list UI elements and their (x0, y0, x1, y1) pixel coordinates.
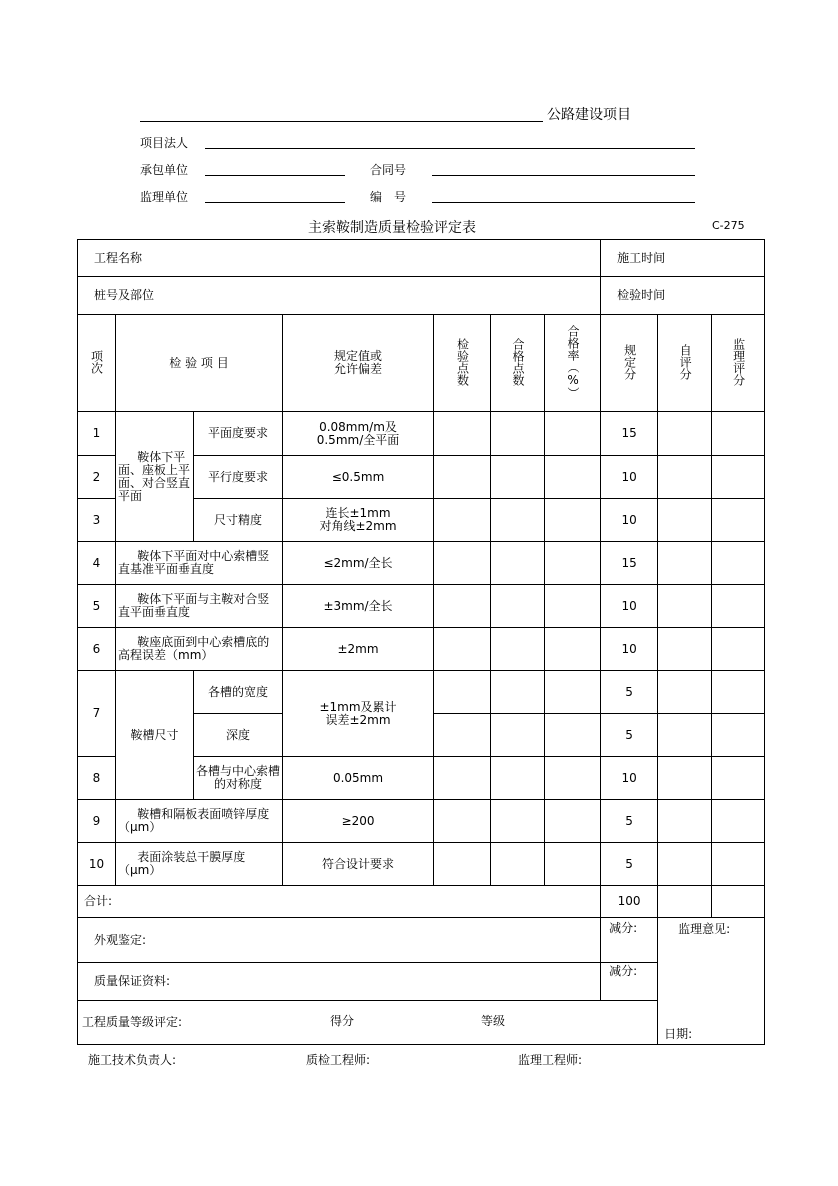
form-title: 主索鞍制造质量检验评定表 (308, 220, 476, 236)
table-row (78, 628, 765, 671)
pass-rate-cell[interactable] (545, 585, 601, 628)
table-row (78, 542, 765, 585)
row-score: 10 (601, 628, 658, 671)
pass-rate-cell[interactable] (545, 843, 601, 886)
owner-line[interactable] (205, 148, 695, 149)
row-score: 15 (601, 412, 658, 456)
row-score: 15 (601, 542, 658, 585)
row-no: 2 (78, 456, 116, 499)
pass-rate-cell[interactable] (545, 800, 601, 843)
row-item: 尺寸精度 (194, 499, 283, 542)
row-item: 平行度要求 (194, 456, 283, 499)
col-spec: 规定值或 允许偏差 (283, 315, 434, 412)
supervisor-line[interactable] (205, 202, 345, 203)
pass-rate-cell[interactable] (545, 628, 601, 671)
row-spec: 连长±1mm 对角线±2mm (283, 499, 434, 542)
grade-eval-label: 工程质量等级评定: (82, 1015, 183, 1029)
table-row (78, 843, 765, 886)
check-points-cell[interactable] (434, 628, 491, 671)
row-item: 深度 (194, 714, 283, 757)
contractor-label: 承包单位 (140, 163, 189, 177)
pass-rate-cell[interactable] (545, 499, 601, 542)
quality-docs-deduction[interactable]: 减分: (601, 963, 658, 1001)
row-group: 鞍槽尺寸 (116, 671, 194, 800)
check-points-cell[interactable] (434, 585, 491, 628)
self-score-cell[interactable] (658, 757, 712, 800)
grade-eval-cell[interactable] (78, 1001, 658, 1045)
self-score-cell[interactable] (658, 714, 712, 757)
score-label: 得分 (330, 1014, 355, 1028)
pass-points-cell[interactable] (491, 714, 545, 757)
supervisor-label: 监理单位 (140, 190, 189, 204)
self-score-cell[interactable] (658, 671, 712, 714)
check-points-cell[interactable] (434, 499, 491, 542)
check-points-cell[interactable] (434, 671, 491, 714)
row-spec: 0.05mm (283, 757, 434, 800)
table-row (78, 671, 765, 714)
col-pass-points: 合格点数 (511, 337, 525, 386)
check-points-cell[interactable] (434, 456, 491, 499)
contract-no-line[interactable] (432, 175, 695, 176)
inspection-time-label[interactable]: 检验时间 (601, 277, 765, 315)
pass-points-cell[interactable] (491, 843, 545, 886)
appearance-label[interactable]: 外观鉴定: (78, 918, 601, 963)
pass-rate-cell[interactable] (545, 542, 601, 585)
row-score: 10 (601, 585, 658, 628)
project-name-line (140, 121, 543, 122)
row-no: 10 (78, 843, 116, 886)
supervising-engineer-label: 监理工程师: (518, 1053, 583, 1067)
self-score-cell[interactable] (658, 585, 712, 628)
row-score: 10 (601, 456, 658, 499)
pass-points-cell[interactable] (491, 800, 545, 843)
row-no: 3 (78, 499, 116, 542)
row-item: 鞍槽和隔板表面喷锌厚度（μm） (116, 800, 283, 843)
check-points-cell[interactable] (434, 843, 491, 886)
row-spec: 符合设计要求 (283, 843, 434, 886)
supervisor-score-cell[interactable] (712, 585, 765, 628)
row-score: 5 (601, 843, 658, 886)
supervisor-score-cell[interactable] (712, 542, 765, 585)
pass-points-cell[interactable] (491, 542, 545, 585)
row-score: 5 (601, 800, 658, 843)
pass-rate-cell[interactable] (545, 456, 601, 499)
row-spec: ≥200 (283, 800, 434, 843)
total-label: 合计: (78, 886, 601, 918)
check-points-cell[interactable] (434, 800, 491, 843)
form-code: C-275 (712, 219, 745, 232)
row-score: 10 (601, 757, 658, 800)
qc-engineer-label: 质检工程师: (306, 1053, 371, 1067)
check-points-cell[interactable] (434, 412, 491, 456)
col-pass-rate: 合格率（%） (566, 324, 581, 399)
row-no: 8 (78, 757, 116, 800)
serial-label: 编 号 (370, 190, 407, 204)
row-spec: ≤2mm/全长 (283, 542, 434, 585)
col-check-points: 检验点数 (455, 337, 470, 386)
self-score-cell[interactable] (658, 843, 712, 886)
row-item: 鞍座底面到中心索槽底的高程误差（mm） (116, 628, 283, 671)
row-spec: ±3mm/全长 (283, 585, 434, 628)
self-score-cell[interactable] (658, 542, 712, 585)
pass-points-cell[interactable] (491, 499, 545, 542)
project-suffix: 公路建设项目 (547, 107, 631, 123)
row-no: 7 (78, 671, 116, 757)
pass-points-cell[interactable] (491, 671, 545, 714)
owner-label: 项目法人 (140, 136, 189, 150)
row-no: 1 (78, 412, 116, 456)
row-no: 5 (78, 585, 116, 628)
row-spec: 0.08mm/m及 0.5mm/全平面 (283, 412, 434, 456)
tech-lead-label: 施工技术负责人: (88, 1053, 177, 1067)
contractor-line[interactable] (205, 175, 345, 176)
pass-rate-cell[interactable] (545, 412, 601, 456)
row-score: 10 (601, 499, 658, 542)
serial-line[interactable] (432, 202, 695, 203)
supervisor-score-cell[interactable] (712, 412, 765, 456)
row-item: 平面度要求 (194, 412, 283, 456)
check-points-cell[interactable] (434, 714, 491, 757)
row-item: 鞍体下平面与主鞍对合竖直平面垂直度 (116, 585, 283, 628)
self-score-cell[interactable] (658, 456, 712, 499)
pass-points-cell[interactable] (491, 412, 545, 456)
construction-time-label[interactable]: 施工时间 (601, 240, 765, 277)
total-supervisor-score-cell[interactable] (712, 886, 765, 918)
total-self-score-cell[interactable] (658, 886, 712, 918)
pass-points-cell[interactable] (491, 628, 545, 671)
project-name-label[interactable]: 工程名称 (78, 240, 601, 277)
row-spec: ≤0.5mm (283, 456, 434, 499)
col-rated-score: 规定分 (622, 343, 637, 380)
supervisor-score-cell[interactable] (712, 757, 765, 800)
pass-points-cell[interactable] (491, 757, 545, 800)
row-score: 5 (601, 714, 658, 757)
station-label[interactable]: 桩号及部位 (78, 277, 601, 315)
row-item: 鞍体下平面对中心索槽竖直基准平面垂直度 (116, 542, 283, 585)
supervisor-score-cell[interactable] (712, 714, 765, 757)
table-row (78, 585, 765, 628)
pass-points-cell[interactable] (491, 456, 545, 499)
self-score-cell[interactable] (658, 412, 712, 456)
supervisor-score-cell[interactable] (712, 843, 765, 886)
row-spec: ±1mm及累计 误差±2mm (283, 671, 434, 757)
row-score: 5 (601, 671, 658, 714)
self-score-cell[interactable] (658, 800, 712, 843)
row-item: 各槽的宽度 (194, 671, 283, 714)
check-points-cell[interactable] (434, 542, 491, 585)
col-supervisor-score: 监理评分 (731, 337, 746, 386)
pass-rate-cell[interactable] (545, 757, 601, 800)
pass-points-cell[interactable] (491, 585, 545, 628)
row-item: 表面涂装总干膜厚度（μm） (116, 843, 283, 886)
supervisor-score-cell[interactable] (712, 456, 765, 499)
row-item: 各槽与中心索槽的对称度 (194, 757, 283, 800)
grade-label: 等级 (481, 1014, 506, 1028)
pass-rate-cell[interactable] (545, 671, 601, 714)
col-item-no: 项次 (89, 349, 104, 374)
self-score-cell[interactable] (658, 628, 712, 671)
table-row (78, 412, 765, 456)
row-group: 鞍体下平面、座板上平面、对合竖直平面 (116, 412, 194, 542)
supervisor-score-cell[interactable] (712, 800, 765, 843)
supervisor-opinion-cell[interactable] (658, 918, 765, 1045)
col-self-score: 自评分 (678, 343, 693, 380)
inspection-table (77, 239, 765, 1045)
appearance-deduction[interactable]: 减分: (601, 918, 658, 963)
check-points-cell[interactable] (434, 757, 491, 800)
supervisor-opinion-label: 监理意见: (678, 922, 731, 936)
col-inspection-item: 检 验 项 目 (116, 315, 283, 412)
row-no: 6 (78, 628, 116, 671)
self-score-cell[interactable] (658, 499, 712, 542)
total-row (78, 886, 765, 918)
pass-rate-cell[interactable] (545, 714, 601, 757)
supervisor-score-cell[interactable] (712, 671, 765, 714)
supervisor-score-cell[interactable] (712, 628, 765, 671)
row-no: 4 (78, 542, 116, 585)
row-no: 9 (78, 800, 116, 843)
supervisor-score-cell[interactable] (712, 499, 765, 542)
table-row (78, 800, 765, 843)
row-spec: ±2mm (283, 628, 434, 671)
total-score: 100 (601, 886, 658, 918)
quality-docs-label[interactable]: 质量保证资料: (78, 963, 601, 1001)
date-label: 日期: (664, 1027, 693, 1041)
column-header-row (78, 315, 765, 412)
contract-no-label: 合同号 (370, 163, 407, 177)
